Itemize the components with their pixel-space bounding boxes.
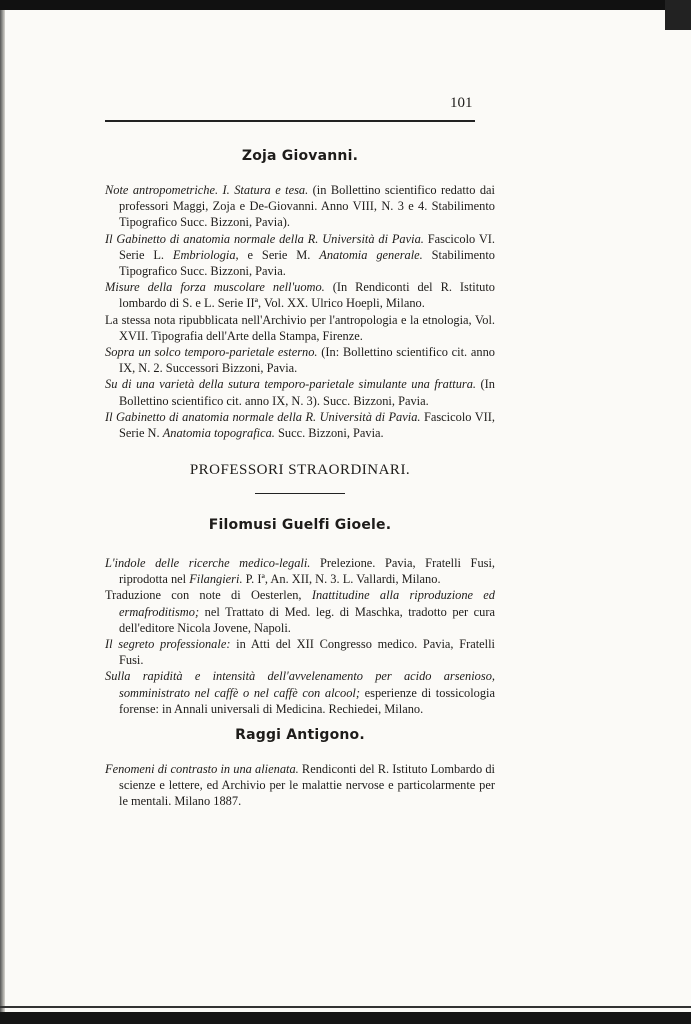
- bibliography-entry: [105, 376, 495, 408]
- bibliography-entry: [105, 182, 495, 231]
- entry-title-text: Embriologia,: [172, 247, 239, 262]
- entry-text: Fascicolo VII, Serie N.: [119, 409, 496, 441]
- scan-bottom-border: [0, 1012, 691, 1024]
- bibliography-entry: [105, 636, 495, 668]
- entries-zoja: [105, 182, 495, 441]
- header-rule: [105, 120, 475, 122]
- entry-text: Fascicolo VI. Serie L.: [119, 231, 496, 262]
- entry-title-text: Il Gabinetto di anatomia normale della R. Università di Pavia.: [105, 231, 424, 246]
- entry-title-text: Inattitudine alla riproduzione ed ermafroditismo;: [119, 588, 495, 619]
- scan-top-border: [0, 0, 691, 10]
- entry-text: e Serie M.: [238, 247, 320, 262]
- entry-text: esperienze di tossicologia forense: in Annali universali di Medicina. Rechiedei, Milano.: [119, 685, 496, 716]
- entry-title-text: Anatomia generale.: [319, 247, 423, 262]
- scan-corner-mark: [665, 0, 691, 30]
- bibliography-entry: [105, 587, 495, 636]
- entry-title-text: Misure della forza muscolare nell'uomo.: [105, 280, 325, 295]
- category-heading: PROFESSORI STRAORDINARI.: [189, 462, 411, 478]
- entry-title-text: Note antropometriche. I. Statura e tesa.: [105, 183, 309, 197]
- entries-raggi: [105, 761, 495, 810]
- section-heading-filomusi: Filomusi Guelfi Gioele.: [208, 517, 392, 533]
- bibliography-entry: [105, 668, 495, 717]
- entry-text: nel Trattato di Med. leg. di Maschka, tradotto per cura dell'editore Nicola Jovene, Napoli.: [119, 604, 495, 635]
- bibliography-entry: [105, 279, 495, 311]
- bibliography-entry: [105, 409, 495, 441]
- scan-bottom-line: [0, 1006, 691, 1008]
- section-heading-raggi: Raggi Antigono.: [235, 727, 365, 743]
- bibliography-entry: [105, 555, 495, 587]
- entry-title-text: Sulla rapidità e intensità dell'avvelenamento per acido arsenioso, somministrato nel caffè o nel caffè con alcool;: [105, 669, 495, 700]
- entry-text: (In Rendiconti del R. Istituto lombardo di S. e L. Serie IIª, Vol. XX. Ulrico Hoepli, Milano.: [119, 280, 495, 311]
- entry-text: (in Bollettino scientifico redatto dai professori Maggi, Zoja e De-Giovanni. Anno VIII, N. 3 e 4. Stabilimento Tipografico Succ. Bizzoni, Pavia).: [119, 183, 495, 230]
- entry-text: Stabilimento Tipografico Succ. Bizzoni, Pavia.: [119, 247, 495, 279]
- bibliography-entry: [105, 344, 495, 376]
- bibliography-entry: [105, 231, 495, 280]
- entry-text: Prelezione. Pavia, Fratelli Fusi, riprodotta nel: [119, 556, 496, 587]
- entry-text: in Atti del XII Congresso medico. Pavia, Fratelli Fusi.: [119, 637, 495, 668]
- entry-title-text: Anatomia topografica.: [162, 426, 275, 441]
- entry-text: Rendiconti del R. Istituto Lombardo di scienze e lettere, ed Archivio per le malattie nervose e particolarmente per le mentali. Milano 1887.: [119, 762, 495, 809]
- entry-text: (In Bollettino scientifico cit. anno IX, N. 3). Succ. Bizzoni, Pavia.: [119, 377, 495, 408]
- entry-title-text: Il Gabinetto di anatomia normale della R. Università di Pavia.: [105, 409, 421, 424]
- entry-text: P. Iª, An. XII, N. 3. L. Vallardi, Milano.: [242, 572, 441, 587]
- entry-title-text: Filangieri.: [189, 572, 243, 587]
- entry-text: La stessa nota ripubblicata nell'Archivio per l'antropologia e la etnologia, Vol. XVII. Tipografia dell'Arte della Stampa, Firenze.: [105, 312, 495, 343]
- page-number: 101: [450, 95, 473, 111]
- entry-title-text: Sopra un solco temporo-parietale esterno.: [105, 345, 318, 360]
- entries-filomusi: [105, 555, 495, 717]
- entry-text: (In: Bollettino scientifico cit. anno IX, N. 2. Successori Bizzoni, Pavia.: [119, 345, 495, 376]
- bibliography-entry: [105, 761, 495, 810]
- entry-title-text: Fenomeni di contrasto in una alienata.: [105, 762, 299, 776]
- entry-title-text: Su di una varietà della sutura temporo-parietale simulante una frattura.: [105, 377, 477, 392]
- entry-text: Succ. Bizzoni, Pavia.: [274, 426, 384, 441]
- scan-left-border: [0, 10, 5, 1024]
- entry-text: Traduzione con note di Oesterlen,: [105, 588, 312, 603]
- bibliography-entry: [105, 312, 495, 344]
- section-heading-zoja: Zoja Giovanni.: [241, 148, 359, 164]
- category-rule: [255, 493, 345, 494]
- entry-title-text: Il segreto professionale:: [105, 637, 231, 652]
- entry-title-text: L'indole delle ricerche medico-legali.: [105, 556, 311, 570]
